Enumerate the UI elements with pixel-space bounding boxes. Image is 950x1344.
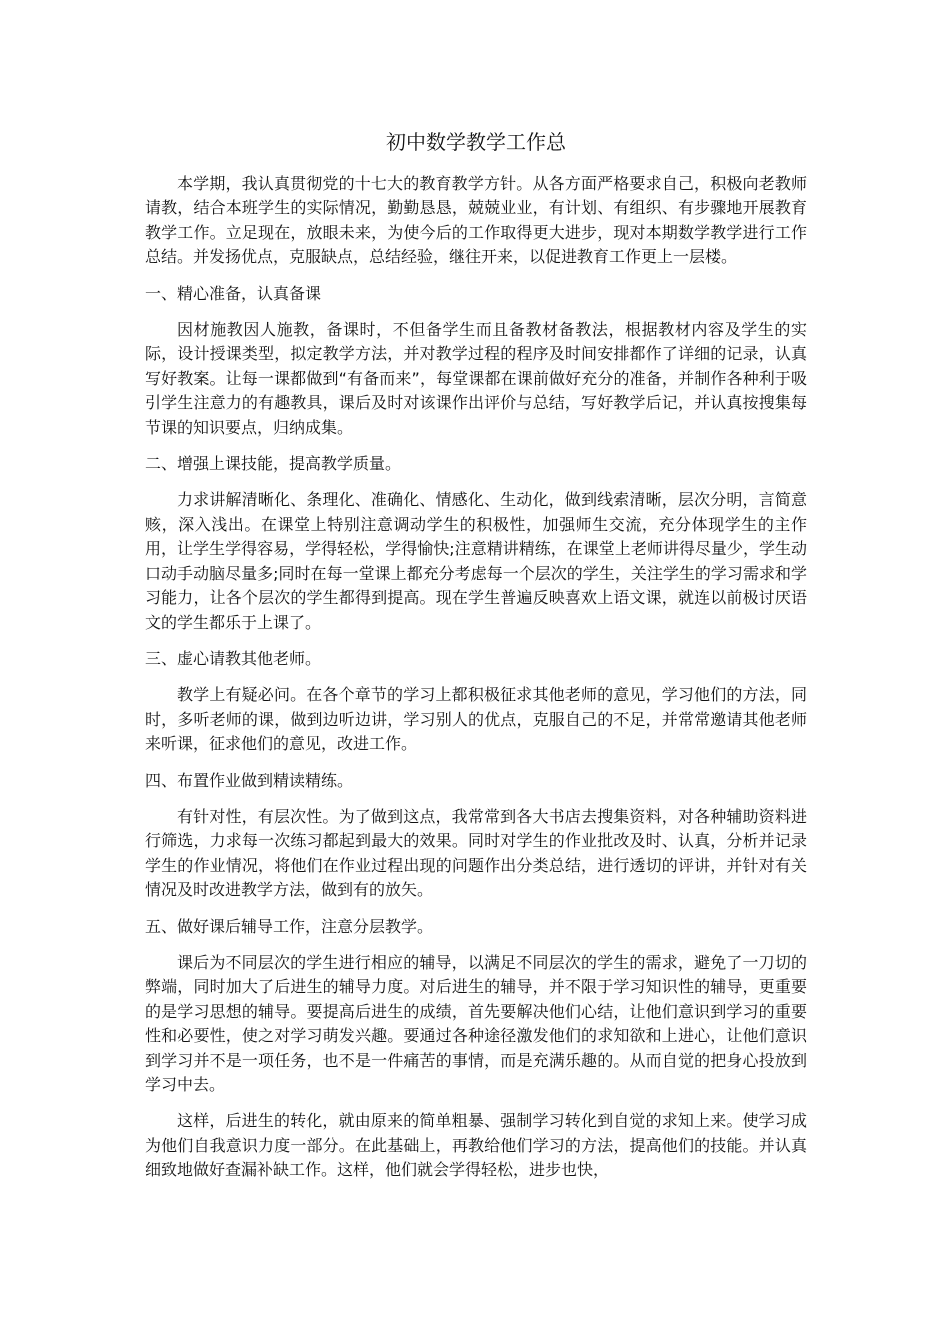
section-3-paragraph: 教学上有疑必问。在各个章节的学习上都积极征求其他老师的意见，学习他们的方法，同时，多听老师的课，做到边听边讲，学习别人的优点，克服自己的不足，并常常邀请其他老师来听课，征求他们的意见，改进工作。 — [145, 685, 807, 754]
section-heading-4: 四、布置作业做到精读精练。 — [145, 770, 354, 790]
section-4-paragraph: 有针对性，有层次性。为了做到这点，我常常到各大书店去搜集资料，对各种辅助资料进行筛选，力求每一次练习都起到最大的效果。同时对学生的作业批改及时、认真，分析并记录学生的作业情况，将他们在作业过程出现的问题作出分类总结，进行透切的评讲，并针对有关情况及时改进教学方法，做到有的放矢。 — [145, 806, 807, 900]
section-5-paragraph-1: 课后为不同层次的学生进行相应的辅导，以满足不同层次的学生的需求，避免了一刀切的弊端，同时加大了后进生的辅导力度。对后进生的辅导，并不限于学习知识性的辅导，更重要的是学习思想的辅导。要提高后进生的成绩，首先要解决他们心结，让他们意识到学习的重要性和必要性，使之对学习萌发兴趣。要通过各种途径激发他们的求知欲和上进心，让他们意识到学习并不是一项任务，也不是一件痛苦的事情，而是充满乐趣的。从而自觉的把身心投放到学习中去。 — [145, 952, 807, 1094]
intro-paragraph: 本学期，我认真贯彻党的十七大的教育教学方针。从各方面严格要求自己，积极向老教师请教，结合本班学生的实际情况，勤勤恳恳，兢兢业业，有计划、有组织、有步骤地开展教育教学工作。立足现在，放眼未来，为使今后的工作取得更大进步，现对本期数学教学进行工作总结。并发扬优点，克服缺点，总结经验，继往开来，以促进教育工作更上一层楼。 — [145, 174, 807, 267]
section-heading-1: 一、精心准备，认真备课 — [145, 283, 322, 303]
section-2-paragraph: 力求讲解清晰化、条理化、准确化、情感化、生动化，做到线索清晰，层次分明，言简意赅，深入浅出。在课堂上特别注意调动学生的积极性，加强师生交流，充分体现学生的主作用，让学生学得容易，学得轻松，学得愉快;注意精讲精练，在课堂上老师讲得尽量少，学生动口动手动脑尽量多;同时在每一堂课上都充分考虑每一个层次的学生，关注学生的学习需求和学习能力，让各个层次的学生都得到提高。现在学生普遍反映喜欢上语文课，就连以前极讨厌语文的学生都乐于上课了。 — [145, 490, 807, 632]
section-heading-5: 五、做好课后辅导工作，注意分层教学。 — [145, 916, 434, 936]
document-body — [145, 172, 807, 1195]
section-heading-2: 二、增强上课技能，提高教学质量。 — [145, 454, 402, 474]
section-1-paragraph: 因材施教因人施教，备课时，不但备学生而且备教材备教法，根据教材内容及学生的实际，设计授课类型，拟定教学方法，并对教学过程的程序及时间安排都作了详细的记录，认真写好教案。让每一课都做到“有备而来”，每堂课都在课前做好充分的准备，并制作各种利于吸引学生注意力的有趣教具，课后及时对该课作出评价与总结，写好教学后记，并认真按搜集每节课的知识要点，归纳成集。 — [145, 320, 807, 437]
document-title: 初中数学教学工作总 — [386, 130, 566, 154]
section-5-paragraph-2: 这样，后进生的转化，就由原来的简单粗暴、强制学习转化到自觉的求知上来。使学习成为他们自我意识力度一部分。在此基础上，再教给他们学习的方法，提高他们的技能。并认真细致地做好查漏补缺工作。这样，他们就会学得轻松，进步也快， — [145, 1111, 807, 1180]
section-heading-3: 三、虚心请教其他老师。 — [145, 648, 322, 668]
